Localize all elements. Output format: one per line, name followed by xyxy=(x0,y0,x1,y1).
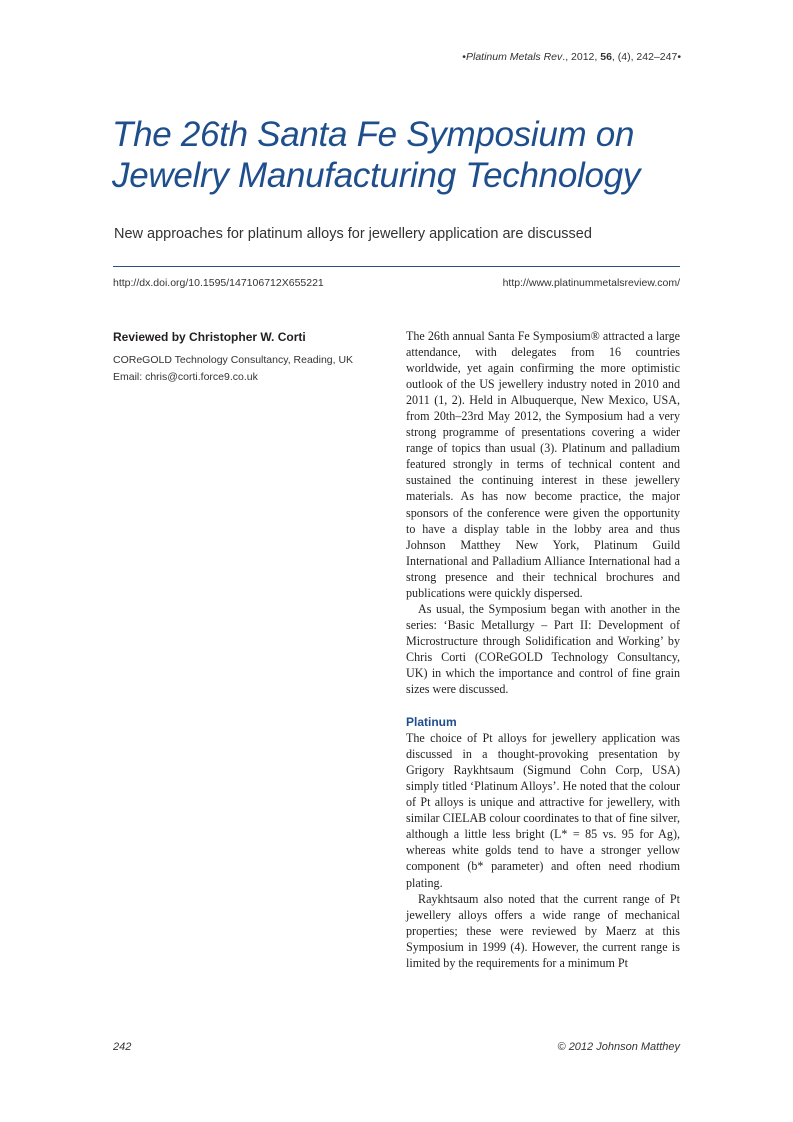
journal-reference xyxy=(462,51,681,63)
website-link[interactable]: http://www.platinummetalsreview.com/ xyxy=(502,277,680,289)
author-email[interactable]: Email: chris@corti.force9.co.uk xyxy=(113,371,258,383)
journal-name: Platinum Metals Rev xyxy=(465,51,563,63)
header-divider xyxy=(113,266,680,267)
author-affiliation: COReGOLD Technology Consultancy, Reading, UK xyxy=(113,354,354,366)
journal-volume: 56 xyxy=(600,51,612,63)
paragraph-platinum-alloys: The choice of Pt alloys for jewellery application was discussed in a thought-provoking presentation by Grigory Raykhtsaum (Sigmund Cohn Corp, USA) simply titled ‘Platinum Alloys’. He noted that the colour of Pt alloys is unique and attractive for jewellery, with similar CIELAB colour coordinates to that of fine silver, although a little less bright (L* = 85 vs. 95 for Ag), whereas white golds tend to have a stronger yellow component (b* parameter) and often need rhodium plating. xyxy=(406,731,680,890)
copyright: © 2012 Johnson Matthey xyxy=(557,1041,680,1053)
article-subtitle: New approaches for platinum alloys for jewellery application are discussed xyxy=(114,226,592,242)
author-block xyxy=(113,330,373,386)
title-line-2: Jewelry Manufacturing Technology xyxy=(112,156,641,196)
doi-link[interactable]: http://dx.doi.org/10.1595/147106712X655221 xyxy=(113,277,324,289)
paragraph-basic-metallurgy: As usual, the Symposium began with another in the series: ‘Basic Metallurgy – Part II: Development of Microstructure through Solidification and Working’ by Chris Corti (COReGOLD Technology Consultancy, UK) in which the importance and control of fine grain sizes were discussed. xyxy=(406,601,680,697)
journal-year: ., 2012, xyxy=(562,51,601,63)
article-title xyxy=(112,114,692,197)
reviewer-name: Reviewed by Christopher W. Corti xyxy=(113,330,306,344)
paragraph-mechanical-properties: Raykhtsaum also noted that the current range of Pt jewellery alloys offers a wide range of mechanical properties; these were reviewed by Maerz at this Symposium in 1999 (4). However, the current range is limited by the requirements for a minimum Pt xyxy=(406,891,680,970)
section-heading-platinum: Platinum xyxy=(406,715,457,730)
article-body xyxy=(406,328,680,971)
title-line-1: The 26th Santa Fe Symposium on xyxy=(112,115,635,154)
paragraph-intro: The 26th annual Santa Fe Symposium® attracted a large attendance, with delegates from 16 countries worldwide, yet again confirming the more optimistic outlook of the US jewellery industry noted in 2010 and 2011 (1, 2). Held in Albuquerque, New Mexico, USA, from 20th–23rd May 2012, the Symposium had a very strong programme of presentations covering a wider range of topics than usual (3). Platinum and palladium featured strongly in terms of technical content and sustained the continuing interest in these jewellery materials. As has now become practice, the major sponsors of the conference were given the opportunity to have a display table in the lobby area and thus Johnson Matthey New York, Platinum Guild International and Palladium Alliance International had a strong presence and their technical brochures and publications were quickly dispersed. xyxy=(406,329,680,600)
journal-issue-pages: , (4), 242–247 xyxy=(611,51,678,63)
bullet: • xyxy=(462,51,466,63)
page-number: 242 xyxy=(113,1041,132,1053)
bullet: • xyxy=(677,51,681,63)
